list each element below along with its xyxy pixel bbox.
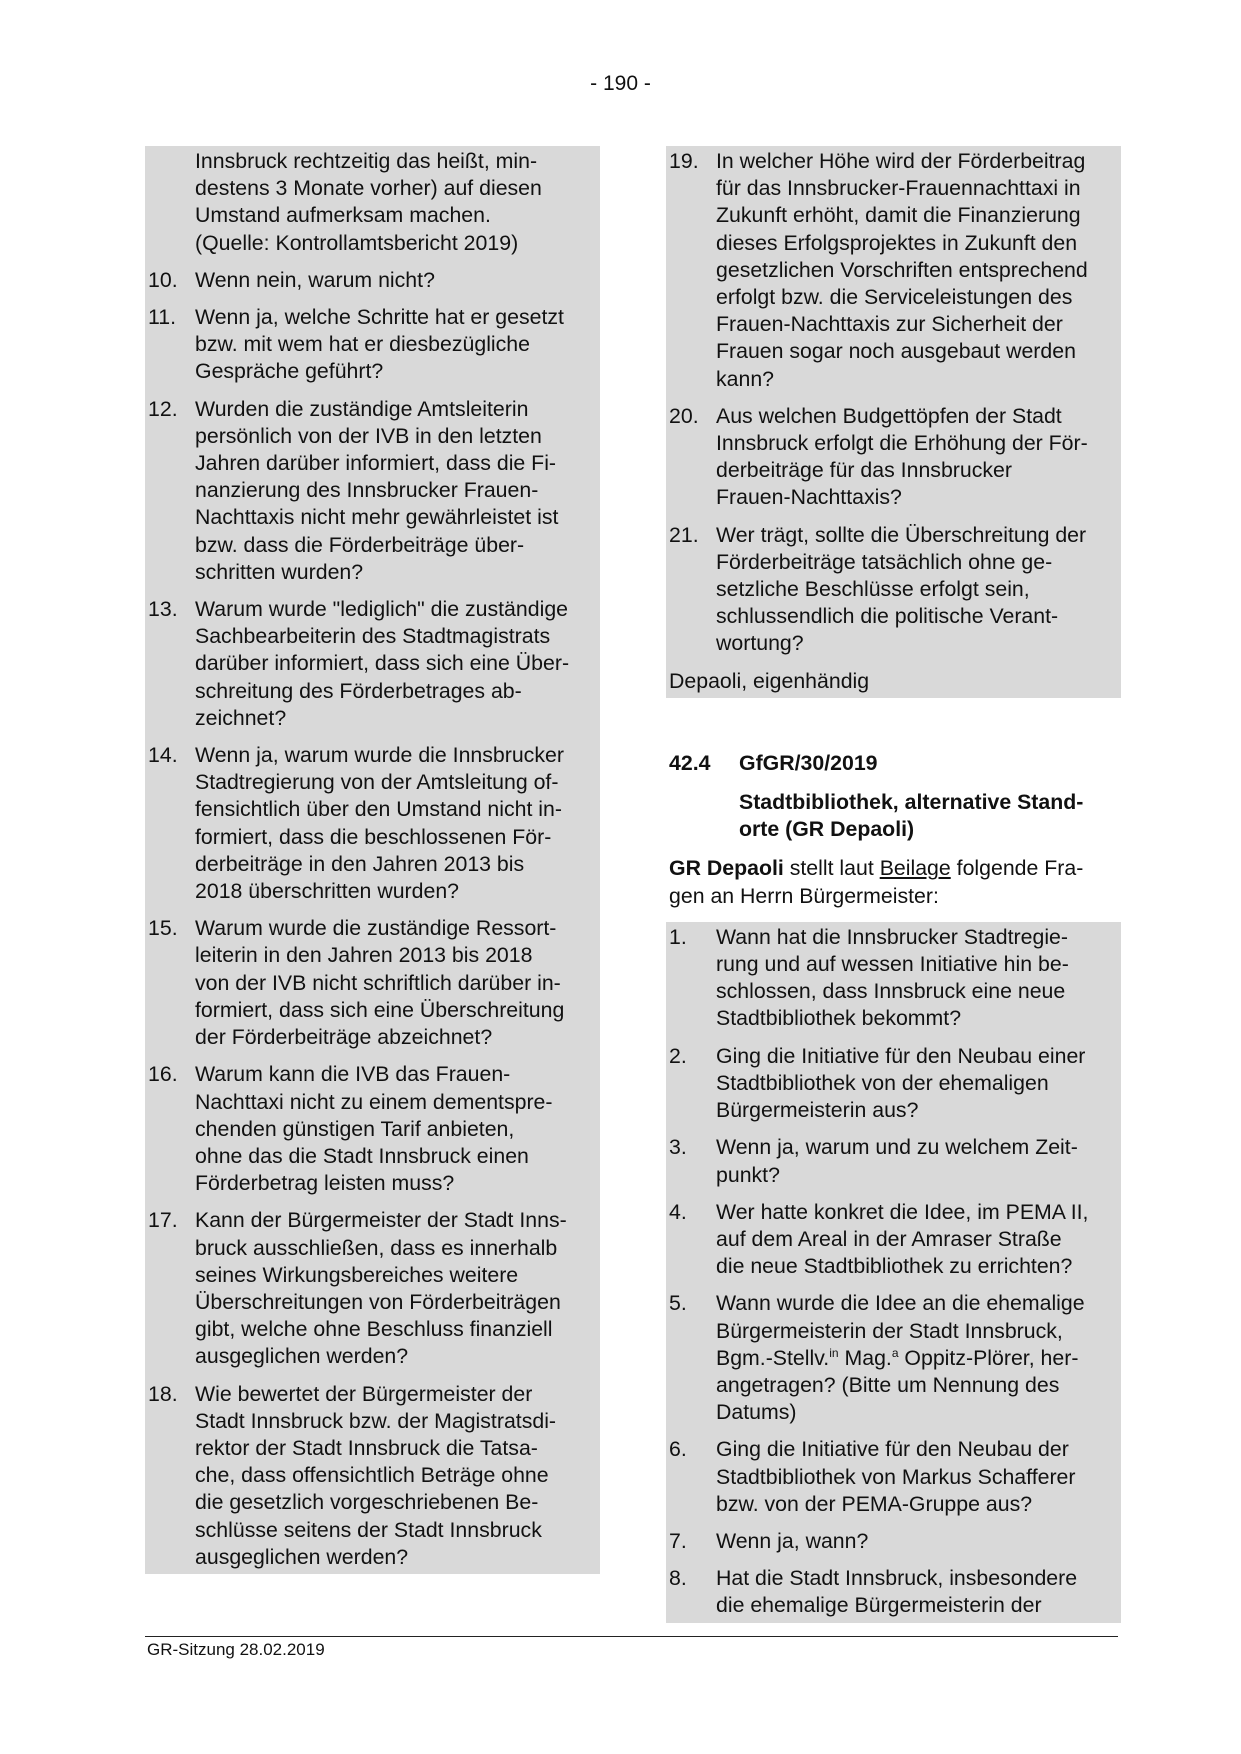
question-block-section bbox=[666, 922, 1121, 1623]
intro-text-end: folgende Fra- gen an Herrn Bürgermeister: bbox=[669, 856, 1084, 908]
question-text: Ging die Initiative für den Neubau der Stadtbibliothek von Markus Schafferer bzw. von der PEMA-Gruppe aus? bbox=[716, 1437, 1076, 1516]
footer-text: GR-Sitzung 28.02.2019 bbox=[147, 1640, 325, 1659]
question-item bbox=[669, 1043, 1118, 1125]
question-number: 19. bbox=[669, 149, 699, 173]
q5-part: Mag. bbox=[838, 1345, 892, 1370]
question-number: 15. bbox=[148, 916, 178, 941]
q5-sup: a bbox=[891, 1345, 899, 1360]
intro-name: GR Depaoli bbox=[669, 856, 784, 881]
question-number: 12. bbox=[148, 396, 178, 421]
question-number: 1. bbox=[669, 924, 687, 949]
question-number: 13. bbox=[148, 597, 178, 622]
question-item bbox=[148, 742, 597, 905]
left-column bbox=[145, 146, 600, 1574]
question-number: 3. bbox=[669, 1135, 687, 1160]
section-number: 42.4 bbox=[669, 750, 711, 775]
question-number: 2. bbox=[669, 1043, 687, 1068]
question-text: Kann der Bürgermeister der Stadt Inns- bruck ausschließen, dass es innerhalb seines Wirkungsbereiches weitere Überschreitungen von Förderbeiträgen gibt, welche ohne Beschluss finanziell ausgeglichen werden? bbox=[195, 1208, 567, 1369]
question-text bbox=[716, 1290, 1118, 1426]
question-number: 10. bbox=[148, 267, 178, 292]
footer-divider bbox=[145, 1636, 1118, 1637]
question-text: Wer trägt, sollte die Überschreitung der Förderbeiträge tatsächlich ohne ge- setzliche Beschlüsse erfolgt sein, schlussendlich die politische Verant- wortung? bbox=[716, 522, 1087, 656]
question-text: Wenn ja, wann? bbox=[716, 1528, 869, 1553]
q5-line: angetragen? (Bitte um Nennung des bbox=[716, 1372, 1060, 1397]
question-item bbox=[669, 1436, 1118, 1518]
question-item bbox=[669, 1528, 1118, 1555]
question-text: In welcher Höhe wird der Förderbeitrag für das Innsbrucker-Frauennachttaxi in Zukunft erhöht, damit die Finanzierung dieses Erfolgsprojektes in Zukunft den gesetzlichen Vorschriften entsprechend erfolgt bzw. die Serviceleistungen des Frauen-Nachttaxis zur Sicherheit der Frauen sogar noch ausgebaut werden kann? bbox=[716, 149, 1088, 391]
question-number: 16. bbox=[148, 1062, 178, 1087]
beilage-link[interactable]: Beilage bbox=[879, 856, 951, 881]
question-number: 11. bbox=[148, 305, 177, 330]
question-text: Warum kann die IVB das Frauen- Nachttaxi nicht zu einem dementspre- chenden günstigen Tarif anbieten, ohne das die Stadt Innsbruck einen Förderbetrag leisten muss? bbox=[195, 1062, 553, 1196]
signature: Depaoli, eigenhändig bbox=[669, 668, 870, 693]
question-item bbox=[148, 304, 597, 386]
q5-sup: in bbox=[829, 1345, 839, 1360]
question-number: 6. bbox=[669, 1437, 687, 1462]
question-block-right bbox=[666, 146, 1121, 698]
question-number: 7. bbox=[669, 1528, 687, 1553]
q5-line: Datums) bbox=[716, 1400, 797, 1425]
q5-line: Wann wurde die Idee an die ehemalige bbox=[716, 1291, 1085, 1316]
question-text: Warum wurde "lediglich" die zuständige Sachbearbeiterin des Stadtmagistrats darüber informiert, dass sich eine Über- schreitung des Förderbetrages ab- zeichnet? bbox=[195, 597, 570, 730]
question-text: Wenn ja, welche Schritte hat er gesetzt bzw. mit wem hat er diesbezügliche Gespräche geführt? bbox=[195, 305, 564, 384]
question-text: Wann hat die Innsbrucker Stadtregie- rung und auf wessen Initiative hin be- schlossen, dass Innsbruck eine neue Stadtbibliothek bekommt? bbox=[716, 924, 1069, 1031]
question-number: 17. bbox=[148, 1208, 178, 1233]
question-text: Hat die Stadt Innsbruck, insbesondere die ehemalige Bürgermeisterin der bbox=[716, 1566, 1078, 1618]
right-column bbox=[666, 146, 1121, 1623]
question-number: 4. bbox=[669, 1199, 687, 1224]
section-code: GfGR/30/2019 bbox=[739, 750, 878, 775]
question-item bbox=[148, 1381, 597, 1571]
question-item bbox=[148, 596, 597, 732]
section-heading bbox=[666, 750, 1121, 777]
question-text: Aus welchen Budgettöpfen der Stadt Innsbruck erfolgt die Erhöhung der För- derbeiträge für das Innsbrucker Frauen-Nachttaxis? bbox=[716, 403, 1088, 510]
question-item bbox=[669, 522, 1118, 658]
question-text: Wurden die zuständige Amtsleiterin persönlich von der IVB in den letzten Jahren darüber informiert, dass die Fi- nanzierung des Innsbrucker Frauen- Nachttaxis nicht mehr gewährleistet ist bzw. dass die Förderbeiträge über- schritten wurden? bbox=[195, 396, 559, 584]
question-item bbox=[669, 924, 1118, 1033]
question-text: Wenn ja, warum und zu welchem Zeit- punkt? bbox=[716, 1135, 1078, 1187]
question-number: 21. bbox=[669, 522, 699, 547]
question-number: 18. bbox=[148, 1381, 178, 1406]
intro-text: stellt laut bbox=[783, 856, 880, 881]
question-number: 14. bbox=[148, 743, 178, 768]
question-number: 5. bbox=[669, 1291, 687, 1316]
question-item bbox=[669, 1565, 1118, 1619]
question-number: 8. bbox=[669, 1566, 687, 1591]
question-item bbox=[669, 148, 1118, 393]
question-text: Wer hatte konkret die Idee, im PEMA II, auf dem Areal in der Amraser Straße die neue Stadtbibliothek zu errichten? bbox=[716, 1199, 1089, 1279]
section-intro bbox=[666, 855, 1121, 909]
question-item bbox=[148, 1061, 597, 1197]
question-text: Warum wurde die zuständige Ressort- leiterin in den Jahren 2013 bis 2018 von der IVB nicht schriftlich darüber in- formiert, dass sich eine Überschreitung der Förderbeiträge abzeichnet? bbox=[195, 916, 565, 1050]
question-item bbox=[148, 1207, 597, 1370]
question-number: 20. bbox=[669, 403, 699, 428]
question-item bbox=[669, 1134, 1118, 1188]
section-subtitle: Stadtbibliothek, alternative Stand- orte (GR Depaoli) bbox=[739, 790, 1084, 842]
question-item bbox=[669, 1199, 1118, 1281]
question-text: Ging die Initiative für den Neubau einer Stadtbibliothek von der ehemaligen Bürgermeisterin aus? bbox=[716, 1043, 1086, 1123]
question-item bbox=[148, 915, 597, 1051]
q5-line: Bürgermeisterin der Stadt Innsbruck, bbox=[716, 1318, 1063, 1343]
question-text: Wenn ja, warum wurde die Innsbrucker Stadtregierung von der Amtsleitung of- fensichtlich über den Umstand nicht in- formiert, dass die beschlossenen För- derbeiträge in den Jahren 2013 bis 2018 überschritten wurden? bbox=[195, 743, 564, 904]
page-number: - 190 - bbox=[590, 72, 651, 95]
question-item bbox=[669, 1290, 1118, 1426]
q5-part: Oppitz-Plörer, her- bbox=[898, 1345, 1079, 1370]
question-item bbox=[669, 403, 1118, 512]
question-block-left bbox=[145, 146, 600, 1574]
q5-part: Bgm.-Stellv. bbox=[716, 1345, 830, 1370]
question-item bbox=[148, 396, 597, 586]
question-text: Wie bewertet der Bürgermeister der Stadt Innsbruck bzw. der Magistratsdi- rektor der Stadt Innsbruck die Tatsa- che, dass offensichtlich Beträge ohne die gesetzlich vorgeschriebenen Be- schlüsse seitens der Stadt Innsbruck ausgeglichen werden? bbox=[195, 1381, 557, 1569]
question-continuation: Innsbruck rechtzeitig das heißt, min- destens 3 Monate vorher) auf diesen Umstand aufmerksam machen. (Quelle: Kontrollamtsbericht 2019) bbox=[195, 149, 542, 255]
question-text: Wenn nein, warum nicht? bbox=[195, 267, 435, 292]
question-item bbox=[148, 267, 597, 294]
